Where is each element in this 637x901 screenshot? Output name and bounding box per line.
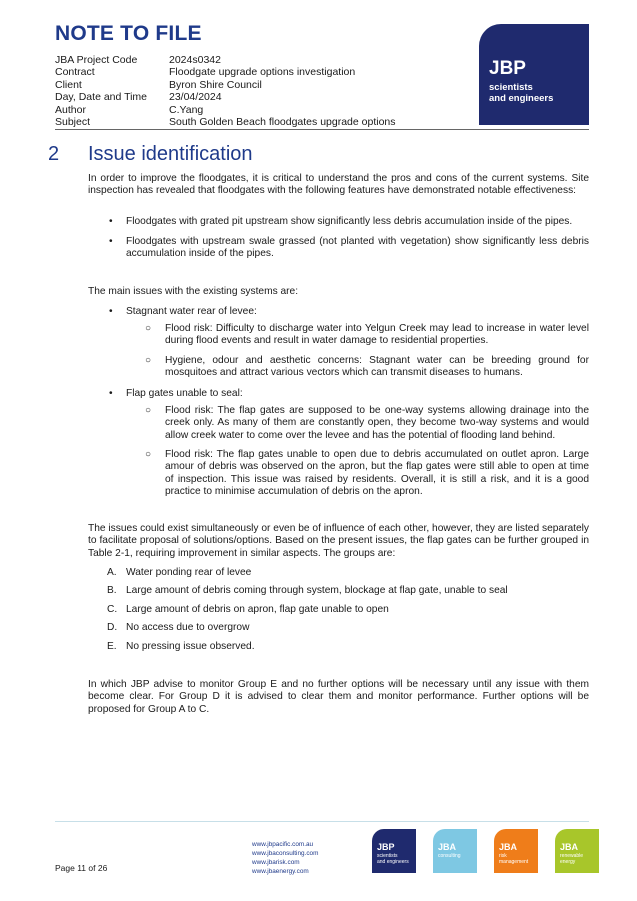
footer-links — [252, 840, 318, 876]
meta-key: Author — [55, 103, 86, 116]
footer-logo-wordmark: JBA — [560, 842, 579, 852]
circle-bullet-icon: ○ — [145, 355, 152, 366]
meta-key: Contract — [55, 66, 95, 79]
footer-logo-wordmark: JBA — [499, 842, 518, 852]
footer-logo-tagline — [499, 854, 528, 865]
meta-value: C.Yang — [169, 103, 204, 116]
footer-logo-line: energy — [560, 858, 576, 865]
meta-key: Client — [55, 78, 82, 91]
footer-logo-line: and engineers — [377, 858, 409, 865]
footer-link[interactable]: www.jbarisk.com — [252, 859, 300, 866]
intro-paragraph: In order to improve the floodgates, it is critical to understand the pros and cons of the current systems. Site inspection has revealed that floodgates with the following features have demonstrated notable effectiveness: — [88, 173, 589, 197]
jba-risk-logo — [494, 829, 538, 873]
footer-logo-line: risk — [499, 853, 507, 859]
issue-title: Flap gates unable to seal: — [126, 388, 243, 399]
group-letter: D. — [107, 622, 118, 633]
group-item: Large amount of debris on apron, flap gate unable to open — [126, 604, 389, 615]
jbp-footer-logo — [372, 829, 416, 873]
jbp-logo — [479, 24, 589, 125]
page-number: Page 11 of 26 — [55, 863, 108, 873]
group-item: Large amount of debris coming through system, blockage at flap gate, unable to seal — [126, 585, 508, 596]
footer-link[interactable]: www.jbaenergy.com — [252, 868, 309, 875]
conclusion-paragraph: In which JBP advise to monitor Group E and no further options will be necessary until any issue with them become clear. For Group D it is advised to clear them and monitor performance. Further options will be proposed for Group A to C. — [88, 679, 589, 715]
footer-logo-tagline — [377, 854, 409, 865]
group-letter: E. — [107, 641, 117, 652]
circle-bullet-icon: ○ — [145, 323, 152, 334]
header-divider — [55, 129, 589, 130]
meta-value: Floodgate upgrade options investigation — [169, 66, 356, 79]
groups-intro: The issues could exist simultaneously or even be of influence of each other, however, they are listed separately to facilitate proposal of solutions/options. Based on the present issues, the flap gates can be further grouped in Table 2-1, requiring improvement in similar aspects. The groups are: — [88, 523, 589, 559]
footer-logo-line: management — [499, 858, 529, 865]
meta-row — [55, 91, 396, 103]
meta-row — [55, 66, 396, 78]
footer-logo-line: scientists — [377, 853, 398, 859]
circle-bullet-icon: ○ — [145, 449, 152, 460]
logo-tagline-line: and engineers — [489, 93, 554, 104]
footer-logo-tagline — [560, 854, 583, 865]
meta-row — [55, 79, 396, 91]
footer-logo-wordmark: JBP — [377, 842, 395, 852]
logo-wordmark: JBP — [489, 58, 526, 79]
group-letter: C. — [107, 604, 118, 615]
meta-key: Subject — [55, 116, 91, 129]
main-issues-intro: The main issues with the existing systems are: — [88, 286, 299, 297]
footer-divider — [55, 821, 589, 822]
section-number: 2 — [48, 143, 60, 165]
bullet-icon: • — [109, 306, 113, 317]
meta-value: Byron Shire Council — [169, 78, 262, 91]
issue-detail: Flood risk: The flap gates unable to open due to debris accumulated on outlet apron. Large amour of debris was observed on the apron, but the flap gates were still able to open at time of inspection. This issue was raised by residents. Overall, it is still a risk, and it is a good practice to minimise accumulation of debris on the apron. — [165, 449, 589, 498]
group-item: No access due to overgrow — [126, 622, 250, 633]
issue-title: Stagnant water rear of levee: — [126, 306, 257, 317]
group-letter: A. — [107, 567, 117, 578]
meta-value: 23/04/2024 — [169, 91, 222, 104]
issue-detail: Hygiene, odour and aesthetic concerns: Stagnant water can be breeding ground for mosquitoes and attract various vectors which can transmit diseases to humans. — [165, 355, 589, 379]
footer-logo-tagline — [438, 854, 461, 860]
meta-value: 2024s0342 — [169, 54, 221, 66]
group-letter: B. — [107, 585, 117, 596]
feature-item: Floodgates with upstream swale grassed (not planted with vegetation) show significantly less debris accumulation inside of the pipes. — [126, 236, 589, 260]
meta-row — [55, 104, 396, 116]
jba-energy-logo — [555, 829, 599, 873]
meta-value: South Golden Beach floodgates upgrade options — [169, 116, 396, 129]
issue-detail: Flood risk: The flap gates are supposed to be one-way systems allowing drainage into the creek only. As many of them are constantly open, they become two-way systems and would allow creek water to come over the levee and has the potential of flooding land behind. — [165, 405, 589, 441]
project-meta-table — [55, 54, 396, 128]
footer-link[interactable]: www.jbaconsulting.com — [252, 850, 319, 857]
group-item: Water ponding rear of levee — [126, 567, 252, 578]
footer-logo-wordmark: JBA — [438, 842, 457, 852]
meta-key: Day, Date and Time — [55, 91, 148, 104]
logo-tagline-line: scientists — [489, 82, 533, 93]
bullet-icon: • — [109, 216, 113, 227]
feature-item: Floodgates with grated pit upstream show significantly less debris accumulation inside of the pipes. — [126, 216, 573, 227]
footer-link[interactable]: www.jbpacific.com.au — [252, 841, 314, 848]
logo-tagline — [489, 82, 553, 104]
jba-consulting-logo — [433, 829, 477, 873]
circle-bullet-icon: ○ — [145, 405, 152, 416]
footer-logo-line: renewable — [560, 853, 584, 859]
bullet-icon: • — [109, 236, 113, 247]
meta-row — [55, 54, 396, 66]
bullet-icon: • — [109, 388, 113, 399]
section-heading: Issue identification — [88, 143, 253, 165]
issue-detail: Flood risk: Difficulty to discharge water into Yelgun Creek may lead to increase in water level during flood events and result in water damage to residential properties. — [165, 323, 589, 347]
meta-row — [55, 116, 396, 128]
group-item: No pressing issue observed. — [126, 641, 255, 652]
footer-logo-line: consulting — [438, 853, 461, 859]
meta-key: JBA Project Code — [55, 54, 138, 66]
page-title: NOTE TO FILE — [55, 22, 202, 45]
